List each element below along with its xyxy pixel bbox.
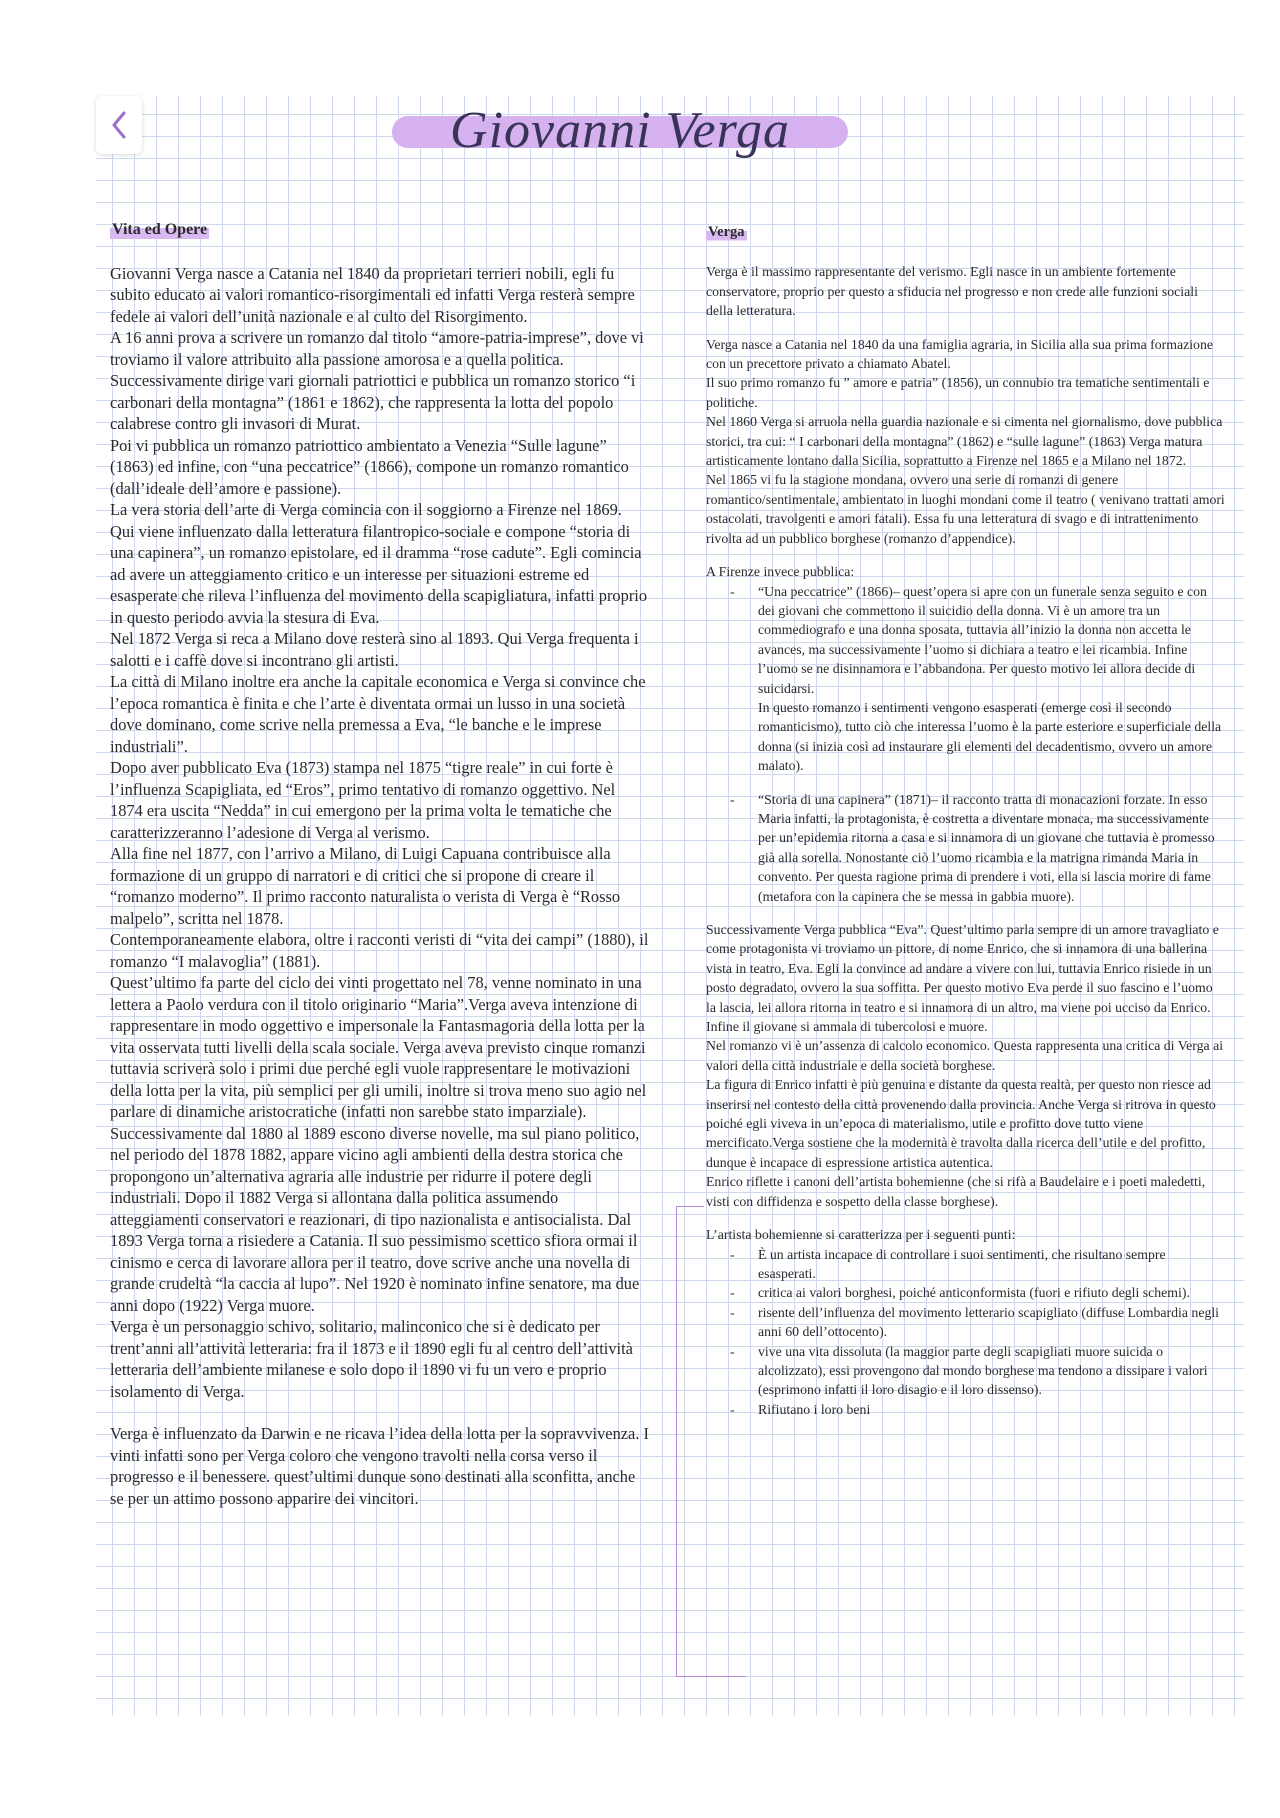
list-item: - È un artista incapace di controllare i suoi sentimenti, che risultano sempre esasperati. — [706, 1245, 1226, 1284]
annotation-bracket — [676, 1206, 677, 1676]
list-item — [706, 790, 1226, 906]
left-paragraph: Dopo aver pubblicato Eva (1873) stampa nel 1875 “tigre reale” in cui forte è l’influenza Scapigliata, ed “Eros”, primo tentativo di romanzo oggettivo. Nel 1874 era uscita “Nedda” in cui emergono per la prima volta le tematiche che caratterizzeranno l’adesione di Verga al verismo. — [110, 758, 616, 842]
annotation-bracket-top — [676, 1206, 704, 1207]
eva-line: La figura di Enrico infatti è più genuina e distante da questa realtà, per questo non riesce ad inserirsi nel contesto della città provenendo dalla provincia. Anche Verga si ritrova in questo poiché egli viveva in un’epoca di materialismo, utile e profitto dove tutto viene mercificato.Verga sostiene che la modernità è travolta dalla ricerca dell’utile e del profitto, dunque è incapace di espressione artistica autentica. — [706, 1077, 1216, 1170]
right-life-line: Il suo primo romanzo fu ” amore e patria” (1856), un connubio tra tematiche sentimentali e politiche. — [706, 375, 1210, 410]
page-margin-bottom — [0, 1716, 1280, 1818]
left-paragraph: La vera storia dell’arte di Verga comincia con il soggiorno a Firenze nel 1869. Qui viene influenzato dalla letteratura filantropico-sociale e compone “storia di una capinera”, un romanzo epistolare, ed il dramma “rose cadute”. Egli comincia ad avere un atteggiamento critico e un interesse per situazioni estreme ed esasperate che rileva l’influenza del movimento della scapigliatura, infatti proprio in questo periodo avvia la stesura di Eva. — [110, 500, 648, 627]
list-item: - risente dell’influenza del movimento letterario scapigliato (diffuse Lombardia negli anni 60 dell’ottocento). — [706, 1303, 1226, 1342]
right-intro: Verga è il massimo rappresentante del verismo. Egli nasce in un ambiente fortemente conservatore, proprio per questo a sfiducia nel progresso e non crede alle funzioni sociali della letteratura. — [706, 264, 1198, 319]
florence-work-text: - “Storia di una capinera” (1871)– il racconto tratta di monacazioni forzate. In esso Maria infatti, la protagonista, è costretta a diventare monaca, ma successivamente per un’epidemia ritorna a casa e si innamora di un giovane che tuttavia è promesso già alla sorella. Nonostante ciò l’uomo ricambia e la matrigna rimanda Maria in convento. Per questa ragione prima di prendere i voti, ella si lascia morire di fame (metafora con la capinera che se messa in gabbia muore). — [758, 791, 1215, 904]
florence-work-text: - “Una peccatrice” (1866)– quest’opera si apre con un funerale senza seguito e con dei giovani che commettono il suicidio della donna. Vi è un amore tra un commediografo e una donna sposata, tuttavia all’inizio la donna non accetta le avances, ma successivamente l’uomo si dichiara a teatro e lei ricambia. Infine l’uomo se ne disinnamora e l’abbandona. Per questo motivo lei allora decide di suicidarsi. — [758, 583, 1207, 696]
right-life-line: Nel 1865 vi fu la stagione mondana, ovvero una serie di romanzi di genere romantico/sentimentale, ambientato in luoghi mondani come il teatro ( venivano trattati amori ostacolati, travolgenti e amori fatali). Essa fu una letteratura di svago e di intrattenimento rivolta ad un pubblico borghese (romanzo d’appendice). — [706, 472, 1225, 546]
left-paragraph: Poi vi pubblica un romanzo patriottico ambientato a Venezia “Sulle lagune” (1863) ed infine, con “una peccatrice” (1866), compone un romanzo romantico (dall’ideale dell’amore e passione). — [110, 435, 629, 498]
page-margin-top — [0, 0, 1280, 96]
right-heading: Verga — [706, 223, 747, 242]
bohemian-intro: L’artista bohemienne si caratterizza per i seguenti punti: — [706, 1227, 1016, 1243]
back-button[interactable] — [96, 96, 142, 154]
left-paragraph: La città di Milano inoltre era anche la capitale economica e Verga si convince che l’epoca romantica è finita e che l’arte è diventata ormai un lusso in una società dove dominano, come scrive nella premessa a Eva, “le banche e le imprese industriali”. — [110, 672, 646, 756]
right-life-line: Verga nasce a Catania nel 1840 da una famiglia agraria, in Sicilia alla sua prima formazione con un precettore privato a chiamato Abatel. — [706, 336, 1213, 372]
list-item: - critica ai valori borghesi, poiché anticonformista (fuori e rifiuto degli schemi). — [706, 1283, 1226, 1302]
left-paragraph: Contemporaneamente elabora, oltre i racconti veristi di “vita dei campi” (1880), il romanzo “I malavoglia” (1881). — [110, 930, 649, 971]
left-paragraph: Nel 1872 Verga si reca a Milano dove resterà sino al 1893. Qui Verga frequenta i salotti e i caffè dove si incontrano gli artisti. — [110, 629, 639, 670]
florence-works-list — [706, 582, 1226, 907]
left-paragraph: Alla fine nel 1877, con l’arrivo a Milano, di Luigi Capuana contribuisce alla formazione di un gruppo di narratori e di critici che si propone di creare il “romanzo moderno”. Il primo racconto naturalista o verista di Verga è “Rosso malpelo”, scritta nel 1878. — [110, 844, 621, 928]
chevron-left-icon — [109, 109, 129, 141]
page-margin-left — [0, 0, 96, 1818]
left-closing-paragraph: Verga è influenzato da Darwin e ne ricava l’idea della lotta per la sopravvivenza. I vinti infatti sono per Verga coloro che vengono travolti nella corsa verso il progresso e il benessere. quest’ultimi dunque sono destinati alla sconfitta, anche se per un attimo possono apparire dei vincitori. — [110, 1424, 649, 1508]
left-paragraph: Verga è un personaggio schivo, solitario, malinconico che si è dedicato per trent’anni all’attività letteraria: fra il 1873 e il 1890 egli fu al centro dell’attività letteraria dell’ambiente milanese e solo dopo il 1890 vi fu un vero e proprio isolamento di Verga. — [110, 1317, 633, 1401]
left-paragraph: Successivamente dal 1880 al 1889 escono diverse novelle, ma sul piano politico, nel periodo del 1878 1882, appare vicino agli ambienti della destra storica che propongono un’alternativa agraria alle industrie per ridurre il potere degli industriali. Dopo il 1882 Verga si allontana dalla politica assumendo atteggiamenti conservatori e reazionari, di tipo nazionalista e antisocialista. Dal 1893 Verga torna a risiedere a Catania. Il suo pessimismo scettico sfiora ormai il cinismo e cerca di lavorare allora per il teatro, dove scrive anche una novella di grande crudeltà “la caccia al lupo”. Nel 1920 è nominato infine senatore, ma due anni dopo (1922) Verga muore. — [110, 1123, 640, 1315]
bohemian-points-list — [706, 1245, 1226, 1420]
eva-line: Nel romanzo vi è un’assenza di calcolo economico. Questa rappresenta una critica di Verga ai valori della città industriale e della società borghese. — [706, 1038, 1224, 1073]
left-paragraph: Giovanni Verga nasce a Catania nel 1840 da proprietari terrieri nobili, egli fu subito educato ai valori romantico-risorgimentali ed infatti Verga resterà sempre fedele ai valori dell’unità nazionale e al culto del Risorgimento. — [110, 263, 635, 326]
left-paragraph: Quest’ultimo fa parte del ciclo dei vinti progettato nel 78, venne nominato in una lettera a Paolo verdura con il titolo originario “Maria”.Verga aveva intenzione di rappresentare in modo oggettivo e impersonale la Fantasmagoria della lotta per la vita osservata tutti livelli della scala sociale. Verga aveva previsto cinque romanzi tuttavia scriverà solo i primi due perché egli vuole rappresentare le motivazioni della lotta per la vita, più semplici per gli umili, inoltre si trova meno suo agio nel parlare di dinamiche aristocratiche (infatti non sarebbe stato imparziale). — [110, 973, 647, 1121]
list-item — [706, 582, 1226, 776]
florence-intro: A Firenze invece pubblica: — [706, 564, 855, 580]
eva-line: Enrico riflette i canoni dell’artista bohemienne (che si rifà a Baudelaire e i poeti maledetti, visti con diffidenza e sospetto della classe borghese). — [706, 1174, 1206, 1209]
page-title: Giovanni Verga — [450, 102, 790, 159]
right-life-line: Nel 1860 Verga si arruola nella guardia nazionale e si cimenta nel giornalismo, dove pubblica storici, tra cui: “ I carbonari della montagna” (1862) e “sulle lagune” (1863) Verga matura artisticamente lontano dalla Sicilia, soprattutto a Firenze nel 1865 e a Milano nel 1872. — [706, 414, 1223, 469]
eva-line: Successivamente Verga pubblica “Eva”. Quest’ultimo parla sempre di un amore travagliato e come protagonista vi troviamo un pittore, di nome Enrico, che si innamora di una ballerina vista in teatro, Eva. Egli la convince ad andare a vivere con lui, tuttavia Enrico risiede in un posto degradato, ovvero la sua soffitta. Per questo motivo Eva perde il suo fascino e l’uomo la lascia, lei allora ritorna in teatro e si innamora di un altro, ma viene poi ucciso da Enrico. Infine il giovane si ammala di tubercolosi e muore. — [706, 922, 1219, 1035]
left-column — [110, 218, 650, 1509]
florence-work-text: In questo romanzo i sentimenti vengono esasperati (emerge così il secondo romanticismo), tutto ciò che interessa l’uomo è la parte esteriore e superficiale della donna (si inizia così ad instaurare gli elementi del decadentismo, ovvero un amore malato). — [758, 699, 1222, 774]
left-heading: Vita ed Opere — [110, 219, 209, 241]
page-margin-right — [1244, 0, 1280, 1818]
list-item: - Rifiutano i loro beni — [706, 1400, 1226, 1419]
list-item: - vive una vita dissoluta (la maggior parte degli scapigliati muore suicida o alcolizzato), essi provengono dal mondo borghese ma tendono a dissipare i valori (esprimono infatti il loro disagio e il loro dissenso). — [706, 1342, 1226, 1400]
annotation-bracket-bottom — [676, 1676, 746, 1677]
right-column — [706, 222, 1226, 1419]
left-paragraph: A 16 anni prova a scrivere un romanzo dal titolo “amore-patria-imprese”, dove vi troviamo il valore attribuito alla passione amorosa e a quella politica. Successivamente dirige vari giornali patriottici e pubblica un romanzo storico “i carbonari della montagna” (1861 e 1862), che rappresenta la lotta del popolo calabrese contro gli invasori di Murat. — [110, 328, 644, 433]
